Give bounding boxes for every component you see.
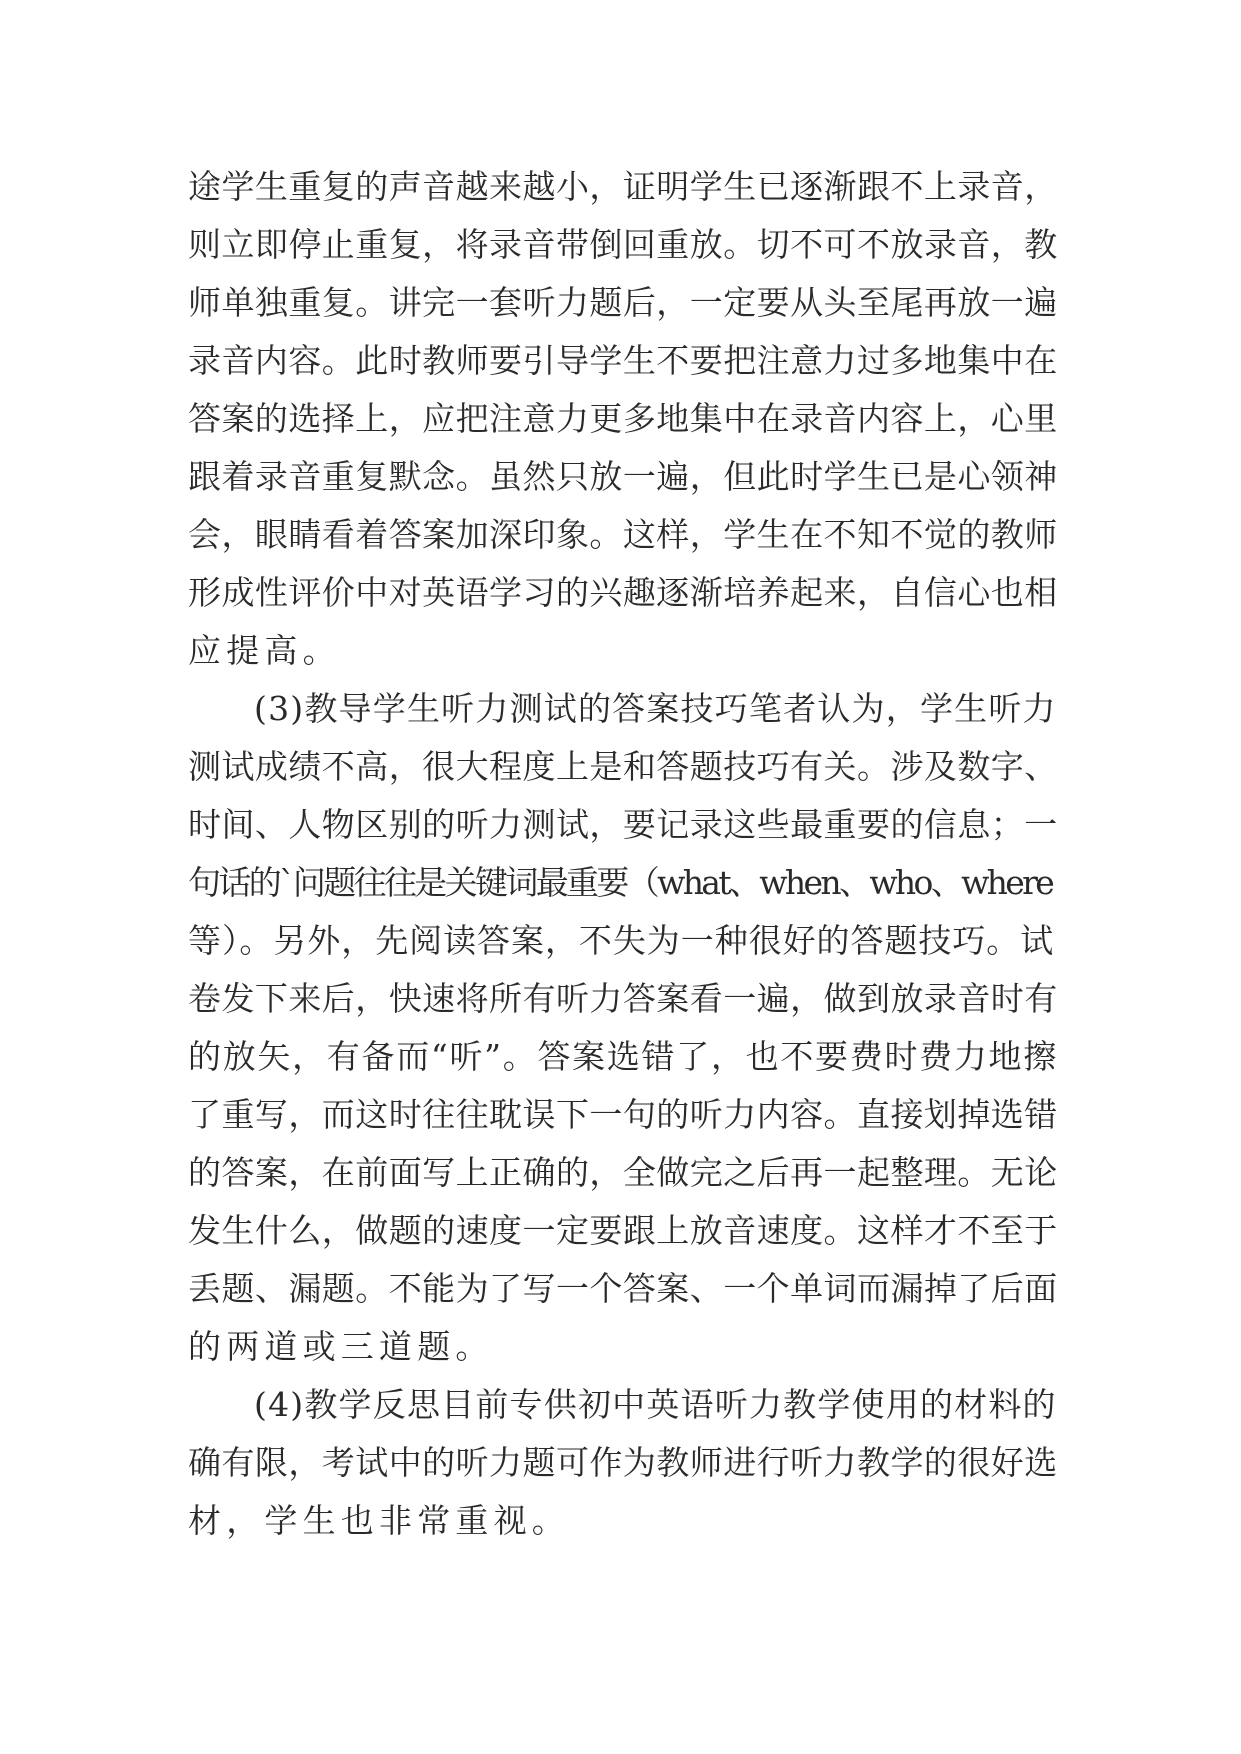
text-line: 的两道或三道题。 bbox=[188, 1327, 494, 1366]
text-line: 答案的选择上，应把注意力更多地集中在录音内容上，心里 bbox=[188, 399, 1058, 438]
text-line: 句话的`问题往往是关键词最重要（what、when、who、where bbox=[188, 863, 1053, 902]
text-line: 师单独重复。讲完一套听力题后，一定要从头至尾再放一遍 bbox=[188, 283, 1058, 322]
text-line: 了重写，而这时往往耽误下一句的听力内容。直接划掉选错 bbox=[188, 1095, 1058, 1134]
text-line: 的答案，在前面写上正确的，全做完之后再一起整理。无论 bbox=[188, 1153, 1058, 1192]
text-line: 则立即停止重复，将录音带倒回重放。切不可不放录音，教 bbox=[188, 225, 1058, 264]
text-line: 卷发下来后，快速将所有听力答案看一遍，做到放录音时有 bbox=[188, 979, 1058, 1018]
text-line: 发生什么，做题的速度一定要跟上放音速度。这样才不至于 bbox=[188, 1211, 1058, 1250]
text-line: 途学生重复的声音越来越小，证明学生已逐渐跟不上录音， bbox=[188, 167, 1058, 206]
text-line: 时间、人物区别的听力测试，要记录这些最重要的信息；一 bbox=[188, 805, 1058, 844]
body-text bbox=[188, 158, 1058, 1550]
paragraph-4-start: (4)教学反思目前专供初中英语听力教学使用的材料的 bbox=[254, 1385, 1057, 1424]
text-line: 录音内容。此时教师要引导学生不要把注意力过多地集中在 bbox=[188, 341, 1058, 380]
text-line: 应提高。 bbox=[188, 631, 341, 670]
text-line: 的放矢，有备而“听”。答案选错了，也不要费时费力地擦 bbox=[188, 1037, 1058, 1076]
text-line: 丢题、漏题。不能为了写一个答案、一个单词而漏掉了后面 bbox=[188, 1269, 1058, 1308]
text-line: 测试成绩不高，很大程度上是和答题技巧有关。涉及数字、 bbox=[188, 747, 1058, 786]
text-line: 跟着录音重复默念。虽然只放一遍，但此时学生已是心领神 bbox=[188, 457, 1058, 496]
text-line: 等）。另外，先阅读答案，不失为一种很好的答题技巧。试 bbox=[188, 921, 1055, 960]
text-line: 形成性评价中对英语学习的兴趣逐渐培养起来，自信心也相 bbox=[188, 573, 1058, 612]
text-line: 材，学生也非常重视。 bbox=[188, 1501, 570, 1540]
text-line: 会，眼睛看着答案加深印象。这样，学生在不知不觉的教师 bbox=[188, 515, 1058, 554]
paragraph-3-start: (3)教导学生听力测试的答案技巧笔者认为，学生听力 bbox=[254, 689, 1057, 728]
text-line: 确有限，考试中的听力题可作为教师进行听力教学的很好选 bbox=[188, 1443, 1058, 1482]
